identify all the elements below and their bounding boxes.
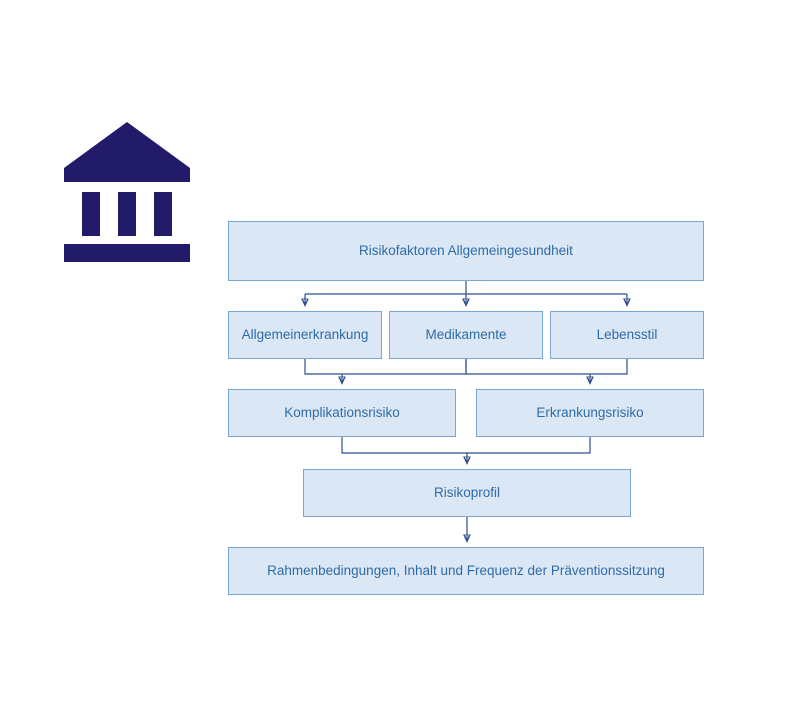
- node-erkrankungsrisiko: [476, 389, 704, 437]
- node-label: Lebensstil: [596, 326, 658, 342]
- node-label: Erkrankungsrisiko: [536, 404, 644, 420]
- node-label: Risikoprofil: [433, 484, 501, 500]
- node-label: Medikamente: [425, 326, 507, 342]
- node-lebensstil: [550, 311, 704, 359]
- node-medikamente: [389, 311, 543, 359]
- node-label: Risikofaktoren Allgemeingesundheit: [359, 242, 573, 258]
- bank-building-icon: [64, 122, 190, 262]
- node-komplikationsrisiko: [228, 389, 456, 437]
- node-label: Komplikationsrisiko: [284, 404, 400, 420]
- node-label: Rahmenbedingungen, Inhalt und Frequenz der Präventionssitzung: [267, 562, 665, 578]
- node-risikoprofil: [303, 469, 631, 517]
- node-label: Allgemeinerkrankung: [241, 326, 369, 342]
- node-allgemeinerkrankung: [228, 311, 382, 359]
- node-rahmenbedingungen: [228, 547, 704, 595]
- node-risikofaktoren: [228, 221, 704, 281]
